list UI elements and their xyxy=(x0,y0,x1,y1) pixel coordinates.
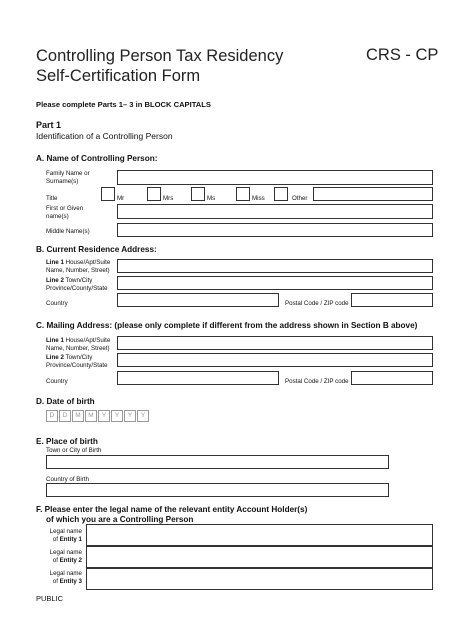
mail-line1-label-bold: Line 1 xyxy=(46,337,64,344)
entity1-label-bold: Entity 1 xyxy=(59,535,82,543)
entity1-name-field[interactable] xyxy=(86,524,433,546)
res-line1-label-sub: Name, Number, Street) xyxy=(46,266,110,274)
res-line1-label-rest: House/Apt/Suite xyxy=(63,259,111,266)
dob-year-box-3[interactable]: Y xyxy=(124,410,136,422)
title-miss-checkbox[interactable] xyxy=(236,187,250,201)
birth-town-field[interactable] xyxy=(46,455,389,469)
title-other-label: Other xyxy=(292,195,308,202)
dob-year-box-2[interactable]: Y xyxy=(111,410,123,422)
res-postal-label: Postal Code / ZIP code xyxy=(285,300,349,307)
birth-country-label: Country of Birth xyxy=(46,476,89,483)
family-name-label-line2: Surname(s) xyxy=(46,177,79,185)
entity1-label-line1: Legal name xyxy=(49,528,82,535)
family-name-field[interactable] xyxy=(117,170,433,185)
res-line1-label-bold: Line 1 xyxy=(46,259,64,266)
form-code: CRS - CP xyxy=(366,46,439,64)
mail-country-label: Country xyxy=(46,378,68,385)
section-f-heading-line1: F. Please enter the legal name of the relevant entity Account Holder(s) xyxy=(36,505,308,514)
section-f-heading-line2: of which you are a Controlling Person xyxy=(46,515,194,524)
entity2-name-field[interactable] xyxy=(86,546,433,568)
section-b-heading: B. Current Residence Address: xyxy=(36,245,157,254)
part1-subtitle: Identification of a Controlling Person xyxy=(36,131,173,141)
dob-month-box-2[interactable]: M xyxy=(85,410,97,422)
form-title-line1: Controlling Person Tax Residency xyxy=(36,47,284,65)
entity3-label-line1: Legal name xyxy=(49,570,82,577)
family-name-label xyxy=(46,170,90,185)
title-mr-label: Mr xyxy=(117,195,125,202)
entity1-label-prefix: of xyxy=(52,535,60,543)
title-other-checkbox[interactable] xyxy=(274,187,288,201)
first-name-label xyxy=(46,205,83,220)
middle-name-field[interactable] xyxy=(117,223,433,237)
entity2-label-line1: Legal name xyxy=(49,549,82,556)
entity2-label-prefix: of xyxy=(52,556,60,564)
title-mrs-checkbox[interactable] xyxy=(147,187,161,201)
mail-line1-label-sub: Name, Number, Street) xyxy=(46,344,110,352)
mail-country-field[interactable] xyxy=(117,371,279,385)
title-mr-checkbox[interactable] xyxy=(101,187,115,201)
title-ms-checkbox[interactable] xyxy=(191,187,205,201)
mail-address-line1-field[interactable] xyxy=(117,336,433,350)
first-name-label-line2: name(s) xyxy=(46,212,69,220)
first-name-field[interactable] xyxy=(117,204,433,219)
dob-year-box-1[interactable]: Y xyxy=(98,410,110,422)
title-label: Title xyxy=(46,195,58,202)
res-country-label: Country xyxy=(46,300,68,307)
section-a-heading: A. Name of Controlling Person: xyxy=(36,154,158,163)
res-line1-label xyxy=(46,259,110,274)
res-address-line2-field[interactable] xyxy=(117,276,433,290)
title-other-field[interactable] xyxy=(313,187,433,201)
dob-day-box-2[interactable]: D xyxy=(59,410,71,422)
mail-line2-label-rest: Town/City xyxy=(63,354,93,361)
res-line2-label xyxy=(46,277,108,292)
res-country-field[interactable] xyxy=(117,293,279,307)
mail-address-line2-field[interactable] xyxy=(117,353,433,367)
entity3-label xyxy=(46,570,82,585)
dob-day-box-1[interactable]: D xyxy=(46,410,58,422)
entity3-name-field[interactable] xyxy=(86,568,433,590)
entity3-label-prefix: of xyxy=(52,577,60,585)
mail-line2-label xyxy=(46,354,108,369)
mail-postal-field[interactable] xyxy=(351,371,433,385)
entity2-label xyxy=(46,549,82,564)
entity2-label-bold: Entity 2 xyxy=(59,556,82,564)
dob-month-box-1[interactable]: M xyxy=(72,410,84,422)
mail-postal-label: Postal Code / ZIP code xyxy=(285,378,349,385)
title-miss-label: Miss xyxy=(252,195,265,202)
part1-heading: Part 1 xyxy=(36,120,62,130)
middle-name-label: Middle Name(s) xyxy=(46,228,90,235)
section-d-heading: D. Date of birth xyxy=(36,397,95,406)
instruction: Please complete Parts 1– 3 in BLOCK CAPITALS xyxy=(36,100,211,109)
section-e-heading: E. Place of birth xyxy=(36,437,98,446)
classification-footer: PUBLIC xyxy=(36,594,64,603)
title-mrs-label: Mrs xyxy=(163,195,174,202)
form-title-line2: Self-Certification Form xyxy=(36,67,201,85)
res-address-line1-field[interactable] xyxy=(117,259,433,273)
section-c-heading: C. Mailing Address: (please only complete if different from the address shown in Section B above) xyxy=(36,321,418,330)
mail-line2-label-sub: Province/County/State xyxy=(46,361,108,369)
birth-country-field[interactable] xyxy=(46,483,389,497)
mail-line1-label xyxy=(46,337,110,352)
mail-line2-label-bold: Line 2 xyxy=(46,354,64,361)
title-ms-label: Ms xyxy=(207,195,216,202)
res-postal-field[interactable] xyxy=(351,293,433,307)
entity3-label-bold: Entity 3 xyxy=(59,577,82,585)
first-name-label-line1: First or Given xyxy=(46,205,84,212)
res-line2-label-bold: Line 2 xyxy=(46,277,64,284)
dob-year-box-4[interactable]: Y xyxy=(137,410,149,422)
birth-town-label: Town or City of Birth xyxy=(46,447,102,454)
res-line2-label-sub: Province/County/State xyxy=(46,284,108,292)
entity1-label xyxy=(46,528,82,543)
family-name-label-line1: Family Name or xyxy=(46,170,90,177)
mail-line1-label-rest: House/Apt/Suite xyxy=(63,337,111,344)
res-line2-label-rest: Town/City xyxy=(63,277,93,284)
